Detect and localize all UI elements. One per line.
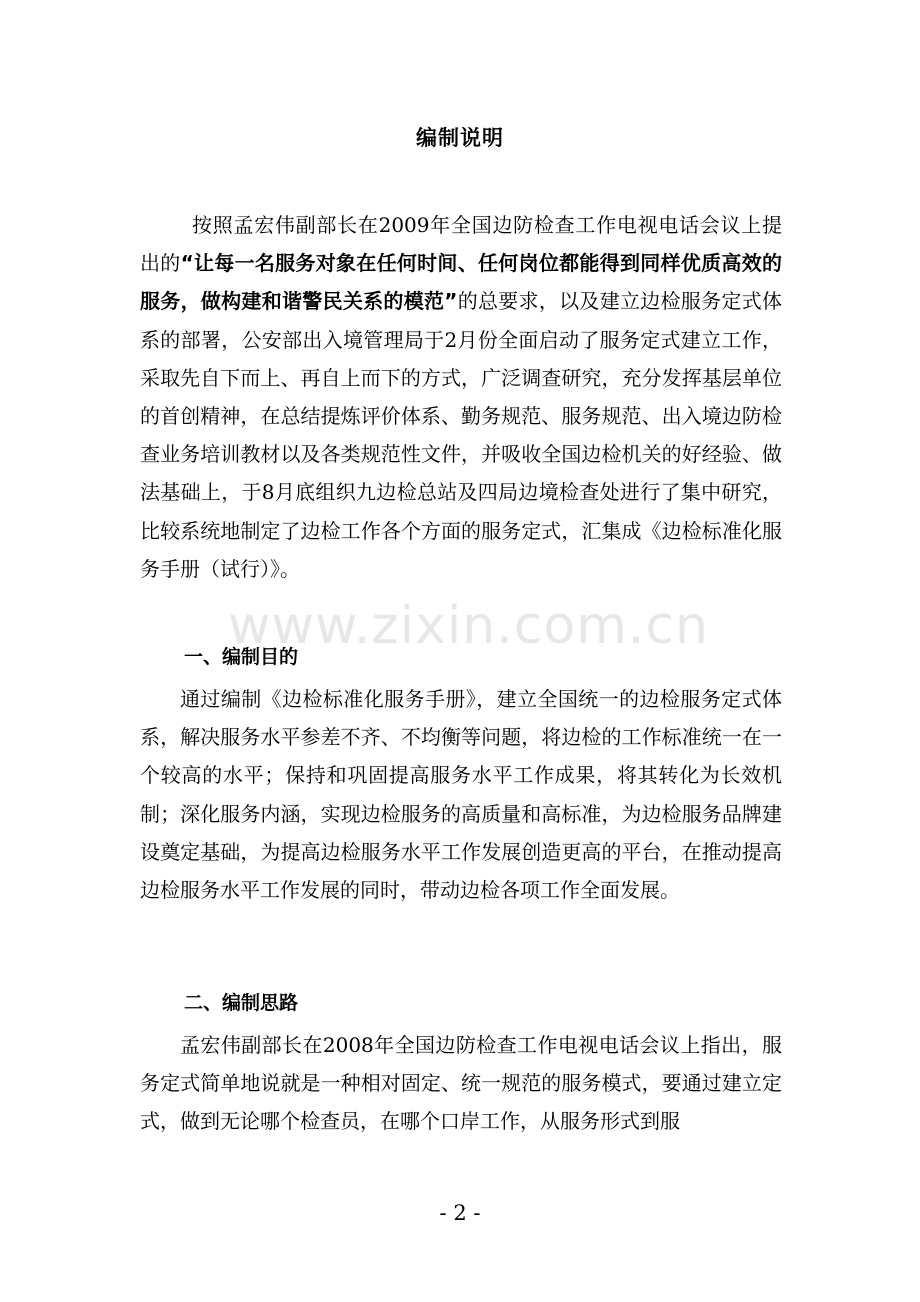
page-number: - 2 - [439, 1201, 481, 1225]
document-title: 编制说明 [416, 126, 504, 150]
watermark: www.zixin.com.cn [228, 596, 709, 656]
section-body-purpose: 通过编制《边检标准化服务手册》，建立全国统一的边检服务定式体系，解决服务水平参差不齐、不均衡等问题，将边检的工作标准统一在一个较高的水平；保持和巩固提高服务水平工作成果，将其转化为长效机制；深化服务内涵，实现边检服务的高质量和高标准，为边检服务品牌建设奠定基础，为提高边检服务水平工作发展创造更高的平台，在推动提高边检服务水平工作发展的同时，带动边检各项工作全面发展。 [140, 687, 782, 903]
section-heading-purpose: 一、编制目的 [184, 646, 299, 668]
intro-text-before: 按照孟宏伟副部长在2009年全国边防检查工作电视电话会议上提出的 [140, 213, 782, 276]
section-heading-approach: 二、编制思路 [184, 992, 299, 1014]
intro-text-after: 的总要求，以及建立边检服务定式体系的部署，公安部出入境管理局于2月份全面启动了服务定式建立工作，采取先自下而上、再自上而下的方式，广泛调查研究，充分发挥基层单位的首创精神，在总结提炼评价体系、勤务规范、服务规范、出入境边防检查业务培训教材以及各类规范性文件，并吸收全国边检机关的好经验、做法基础上，于8月底组织九边检总站及四局边境检查处进行了集中研究，比较系统地制定了边检工作各个方面的服务定式，汇集成《边检标准化服务手册（试行）》。 [140, 289, 783, 581]
intro-emphasis-quote: “让每一名服务对象在任何时间、任何岗位都能得到同样优质高效的服务，做构建和谐警民关系的模范” [140, 251, 782, 314]
intro-paragraph [140, 206, 782, 588]
section-body-approach: 孟宏伟副部长在2008年全国边防检查工作电视电话会议上指出，服务定式简单地说就是一种相对固定、统一规范的服务模式，要通过建立定式，做到无论哪个检查员，在哪个口岸工作，从服务形式到服 [140, 1033, 782, 1134]
